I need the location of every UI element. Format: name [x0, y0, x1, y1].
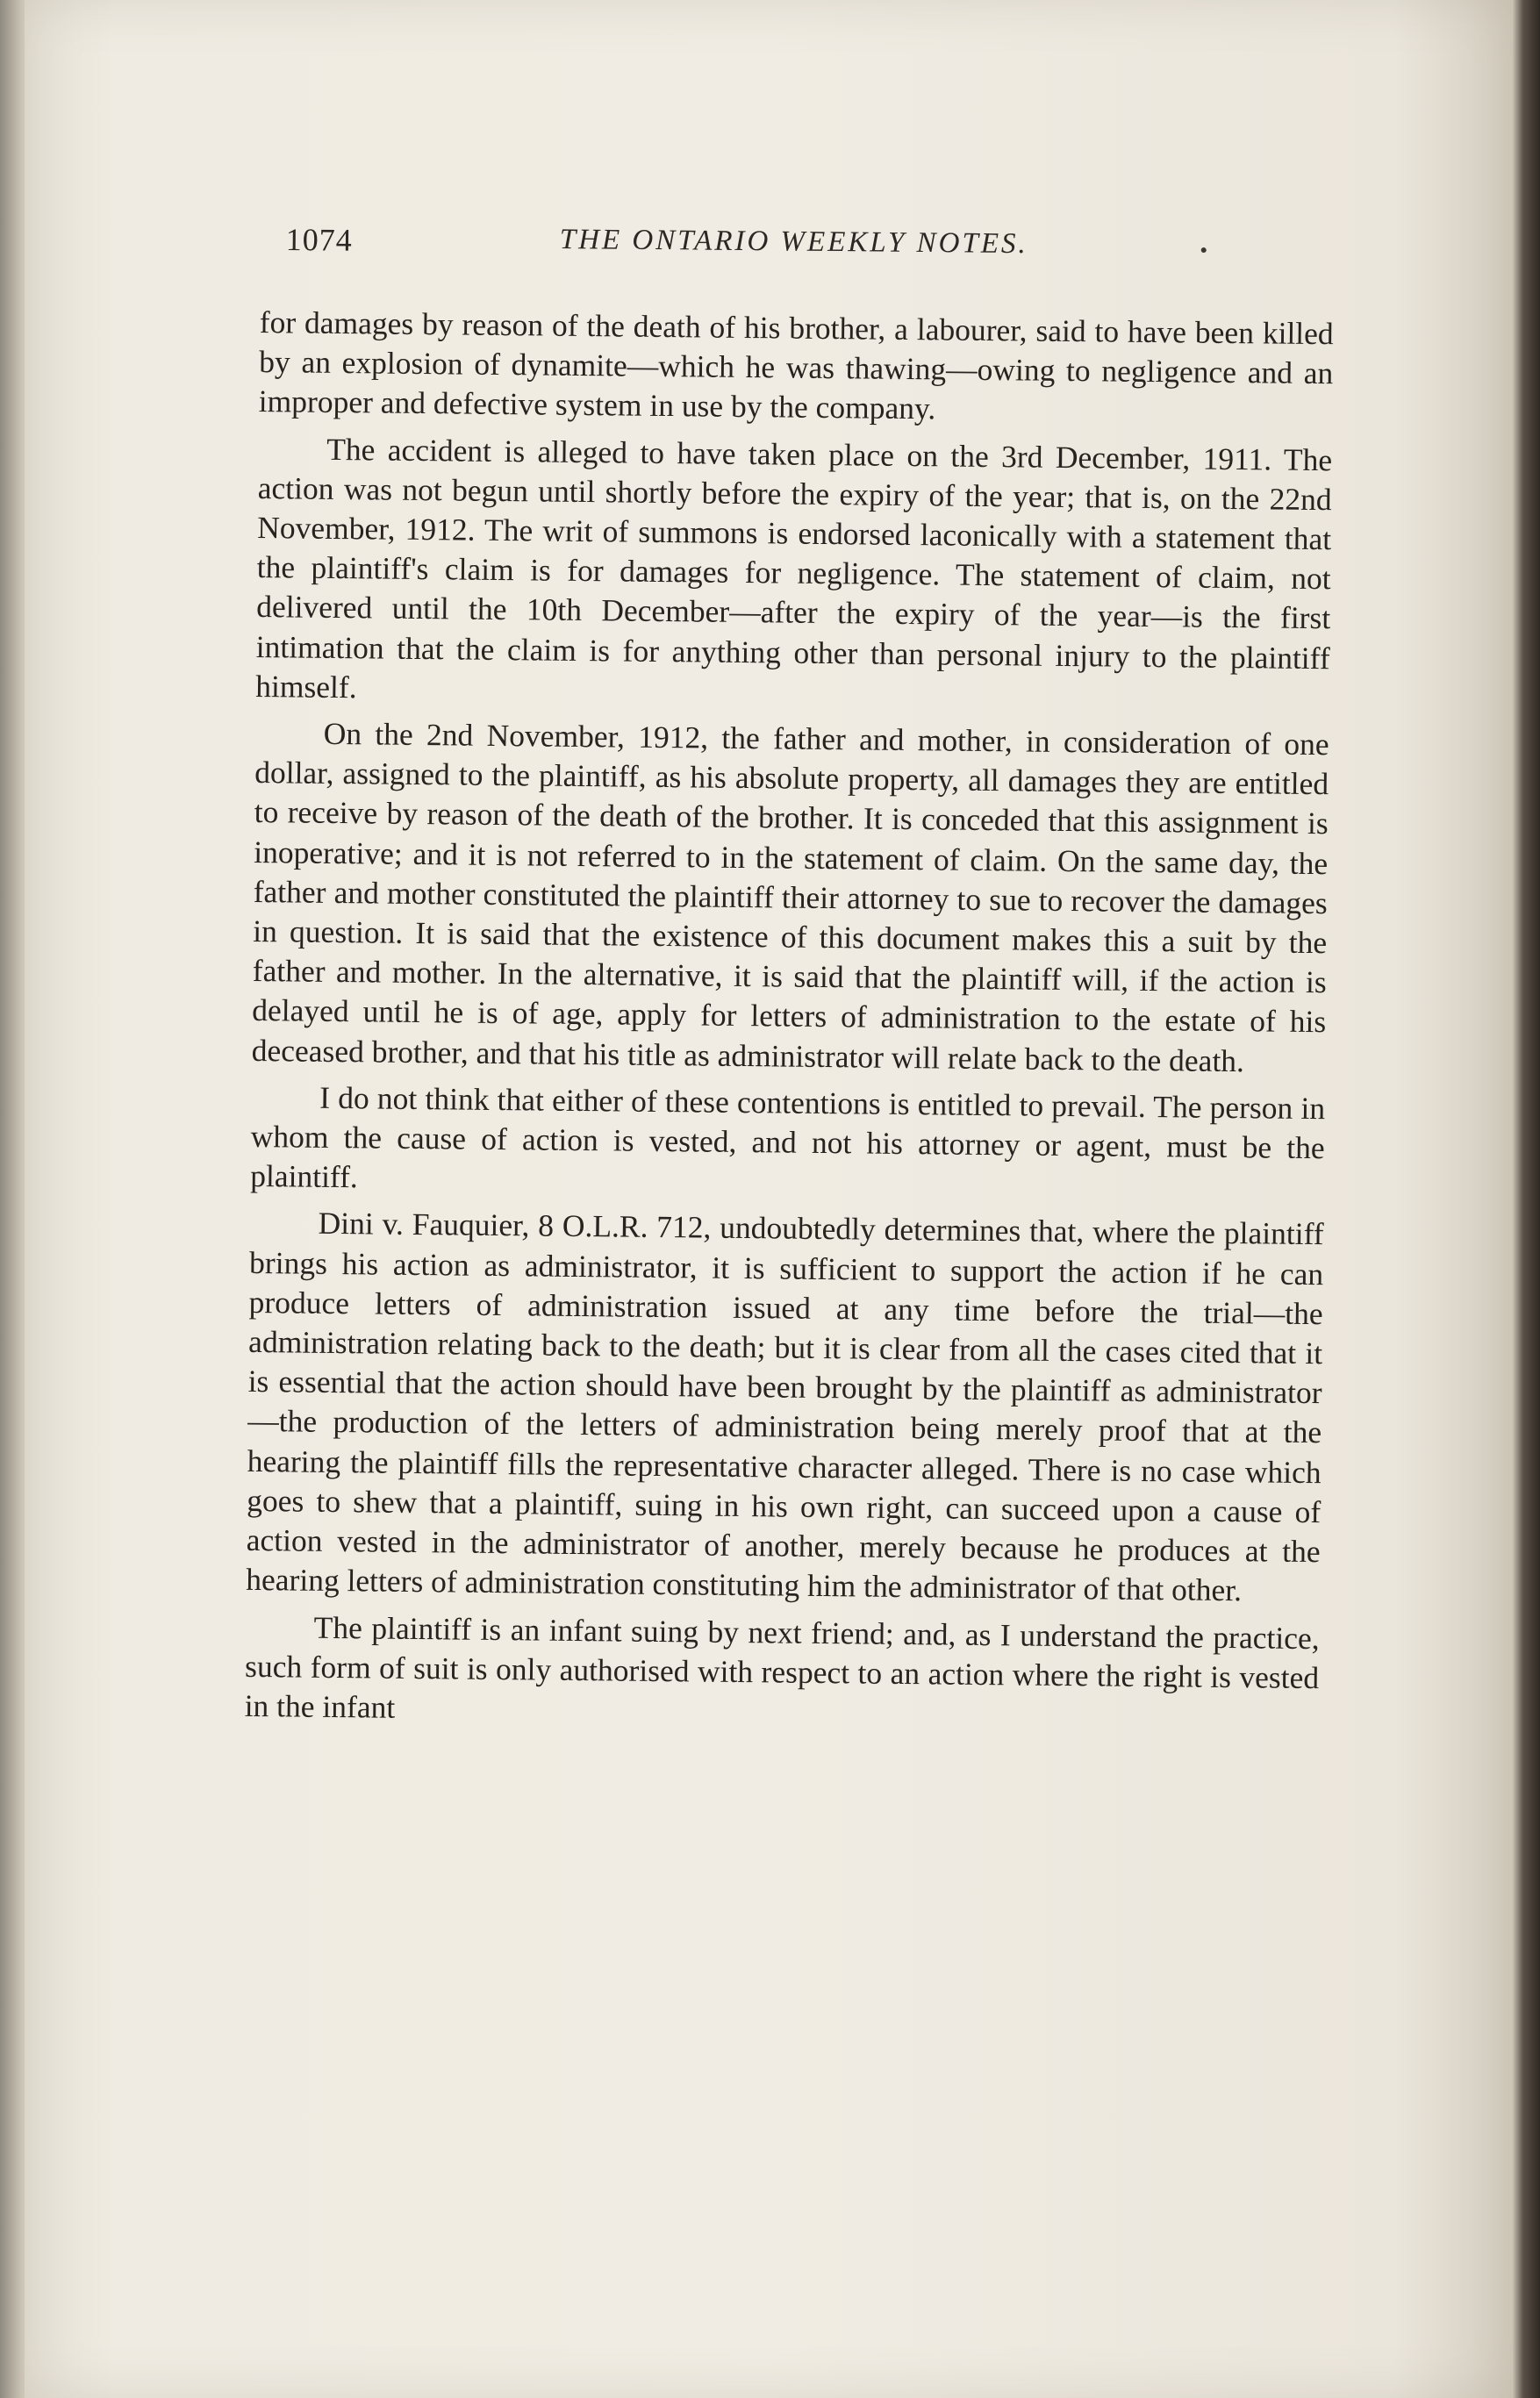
- paragraph: The plaintiff is an infant suing by next friend; and, as I understand the practice, such form of suit is only authorised with respect to an action where the right is vested in the infant: [244, 1609, 1320, 1725]
- ink-speck: [1201, 247, 1207, 253]
- paragraph: On the 2nd November, 1912, the father and mother, in consideration of one dollar, assigned to the plaintiff, as his absolute property, all damages they are entitled to receive by reason of the death of the brother. It is conceded that this assignment is inoperative; and it is not referred to in the statement of claim. On the same day, the father and mother constituted the plaintiff their attorney to sue to recover the damages in question. It is said that the existence of this document makes this a suit by the father and mother. In the alternative, it is said that the plaintiff will, if the action is delayed until he is of age, apply for letters of administration to the estate of his deceased brother, and that his title as administrator will relate back to the death.: [251, 715, 1329, 1078]
- paragraph: Dini v. Fauquier, 8 O.L.R. 712, undoubtedly determines that, where the plaintiff brings his action as administrator, it is sufficient to support the action if he can produce letters of administration issued at any time before the trial—the administration relating back to the death; but it is clear from all the cases cited that it is essential that the action should have been brought by the plaintiff as administrator—the production of the letters of administration being merely proof that at the hearing the plaintiff fills the representative character alleged. There is no case which goes to shew that a plaintiff, suing in his own right, can succeed upon a cause of action vested in the administrator of another, merely because he produces at the hearing letters of administration constituting him the administrator of that other.: [246, 1206, 1324, 1608]
- page-body-text: [244, 303, 1334, 1744]
- paragraph: The accident is alleged to have taken place on the 3rd December, 1911. The action was not begun until shortly before the expiry of the year; that is, on the 22nd November, 1912. The writ of summons is endorsed laconically with a statement that the plaintiff's claim is for damages for negligence. The statement of claim, not delivered until the 10th December—after the expiry of the year—is the first intimation that the claim is for anything other than personal injury to the plaintiff himself.: [255, 431, 1333, 705]
- page-edge-shadow: [1512, 0, 1540, 2398]
- page-number: 1074: [285, 221, 353, 258]
- book-page: [25, 0, 1512, 2398]
- running-title: THE ONTARIO WEEKLY NOTES.: [559, 223, 1028, 261]
- paragraph-continued: for damages by reason of the death of his brother, a labourer, said to have been killed by an explosion of dynamite—which he was thawing—owing to negligence and an improper and defective system in use by the company.: [258, 304, 1334, 426]
- page-header: [285, 221, 1330, 283]
- paragraph: I do not think that either of these contentions is entitled to prevail. The person in whom the cause of action is vested, and not his attorney or agent, must be the plaintiff.: [250, 1079, 1326, 1195]
